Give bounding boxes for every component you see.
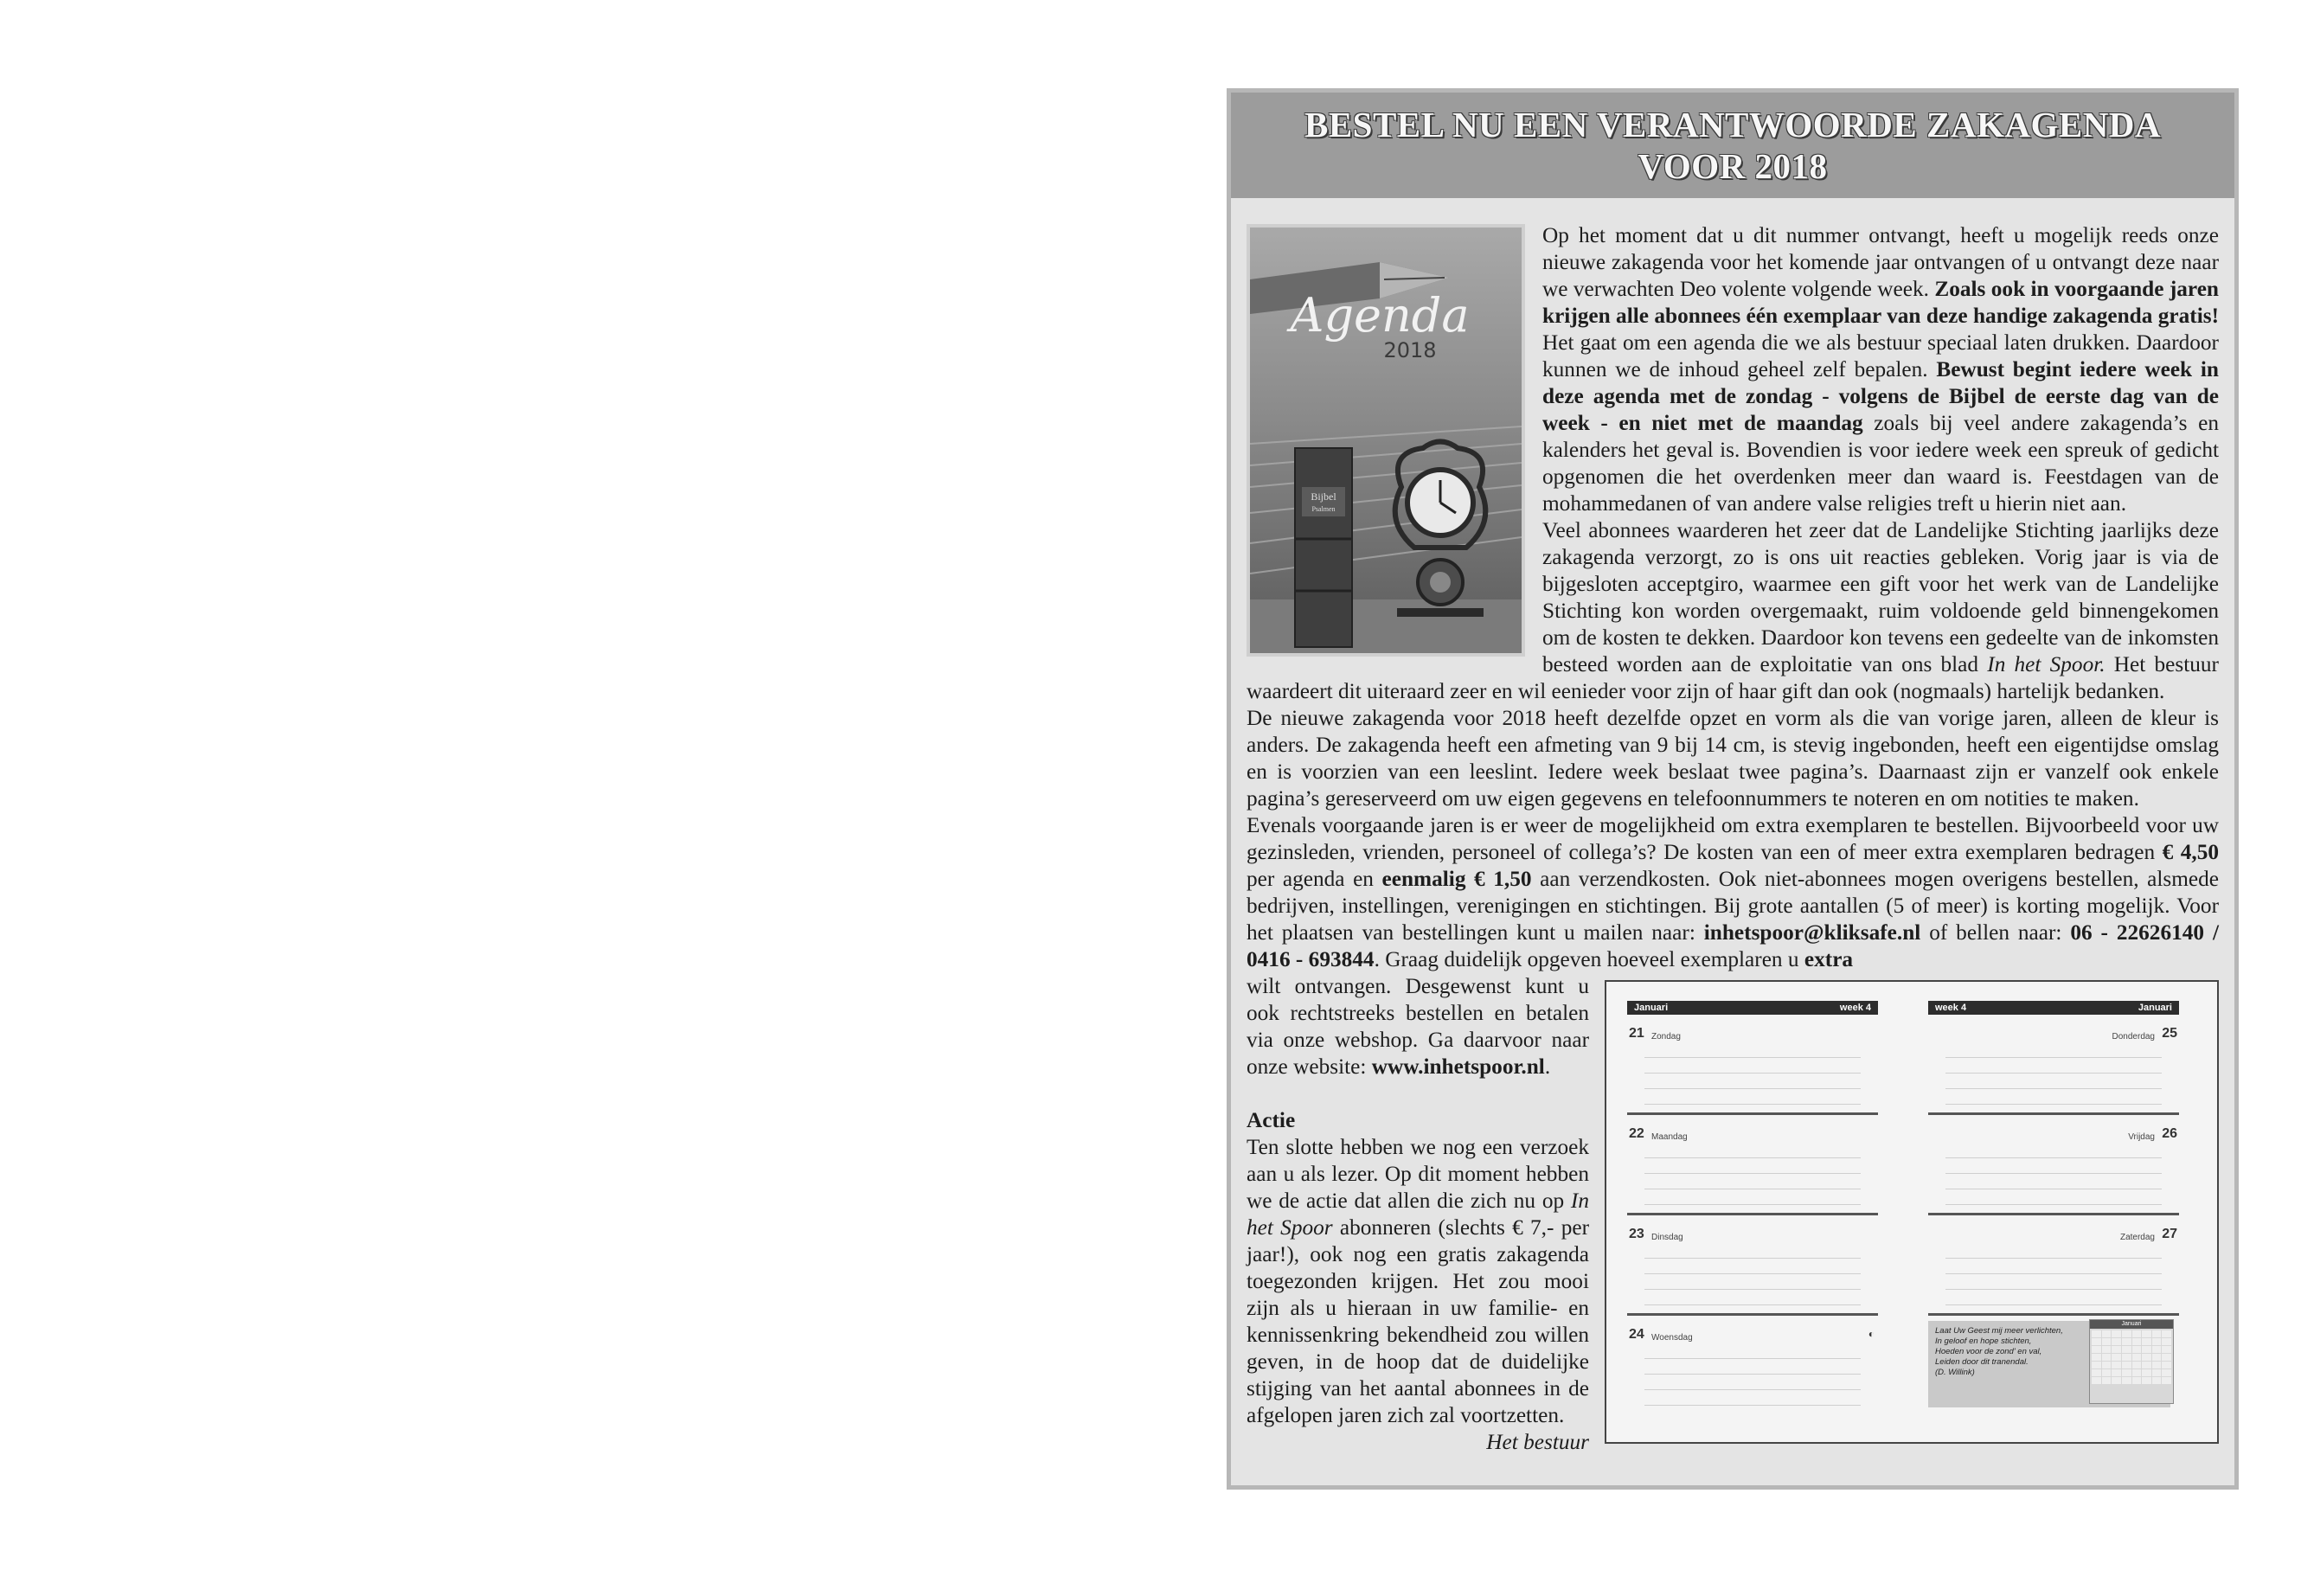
planner-right-header: week 4 Januari — [1928, 1001, 2179, 1015]
headline-line-2: VOOR 2018 — [1638, 146, 1828, 186]
cover-illustration — [1250, 228, 1522, 653]
planner-day-name: Zaterdag — [2119, 1233, 2155, 1242]
planner-day-name: Vrijdag — [2128, 1132, 2155, 1142]
planner-day-number: 27 — [2162, 1227, 2177, 1241]
planner-quote: Laat Uw Geest mij meer verlichten, In geloof en hope stichten, Hoeden voor de zond' en val, Leiden door dit tranendal. (D. Willink) — [1928, 1321, 2170, 1407]
website-link[interactable]: www.inhetspoor.nl — [1371, 1054, 1545, 1079]
planner-day — [1627, 1015, 1878, 1112]
cover-year: 2018 — [1383, 338, 1437, 362]
planner-day-number: 23 — [1629, 1227, 1644, 1241]
order-phone: 06 - 22626140 / 0416 - 693844 — [1247, 920, 2219, 971]
planner-day-name: Zondag — [1651, 1032, 1681, 1042]
planner-right-page — [1928, 1001, 2179, 1413]
planner-day-number: 25 — [2162, 1026, 2177, 1041]
planner-left-page — [1627, 1001, 1878, 1413]
planner-day-name: Maandag — [1651, 1132, 1688, 1142]
planner-left-header: Januari week 4 — [1627, 1001, 1878, 1015]
article-header — [1231, 93, 2234, 198]
planner-quote-block — [1928, 1313, 2179, 1413]
agenda-page-preview — [1605, 980, 2219, 1444]
paragraph-intro: Op het moment dat u dit nummer ontvangt, heeft u mogelijk reeds onze nieuwe zakagenda voor het komende jaar ontvangen of u ontvangt deze naar we verwachten Deo volente volgende week. Zoals ook in voorgaande jaren krijgen alle abonnees één exemplaar van deze handige zakagenda gratis! Het gaat om een agenda die we als bestuur speciaal laten drukken. Daardoor kunnen we de inhoud geheel zelf bepalen. Bewust begint iedere week in deze agenda met de zondag - volgens de Bijbel de eerste dag van de week - en niet met de maandag zoals bij veel andere zakagenda’s en kalenders het geval is. Bovendien is voor iedere week een spreuk of gedicht opgenomen die het overdenken meer dan waard is. Feestdagen van de mohammedanen of van andere valse religies treft u hierin niet aan. — [1542, 223, 2219, 516]
bible-book — [1295, 448, 1352, 647]
planner-day-number: 22 — [1629, 1126, 1644, 1141]
planner-day-name: Donderdag — [2112, 1032, 2155, 1042]
planner-day-number: 26 — [2162, 1126, 2177, 1141]
paragraph-webshop: wilt ontvangen. Desgewenst kunt u ook rechtstreeks bestellen en betalen via onze webshop. Ga daarvoor naar onze website: www.inhetspoor.nl. — [1247, 974, 1589, 1079]
cover-title: Agenda — [1290, 288, 1470, 343]
book-title: Bijbel — [1311, 490, 1336, 503]
order-email: inhetspoor@kliksafe.nl — [1703, 920, 1921, 945]
paragraph-ordering: Evenals voorgaande jaren is er weer de mogelijkheid om extra exemplaren te bestellen. Bijvoorbeeld voor uw gezinsleden, vrienden, personeel of collega’s? De kosten van een of meer extra exemplaren bedragen € 4,50 per agenda en eenmalig € 1,50 aan verzendkosten. Ook niet-abonnees mogen overigens bestellen, alsmede bedrijven, instellingen, verenigingen en stichtingen. Bij grote aantallen (5 of meer) is korting mogelijk. Voor het plaatsen van bestellingen kunt u mailen naar: inhetspoor@kliksafe.nl of bellen naar: 06 - 22626140 / 0416 - 693844. Graag duidelijk opgeven hoeveel exemplaren u extra — [1247, 813, 2220, 971]
actie-heading: Actie — [1247, 1108, 1296, 1132]
planner-day — [1627, 1213, 1878, 1313]
planner-day — [1627, 1112, 1878, 1213]
planner-day-name: Dinsdag — [1651, 1233, 1683, 1242]
planner-day — [1928, 1112, 2179, 1213]
book-subtitle: Psalmen — [1311, 505, 1336, 513]
signature: Het bestuur — [1486, 1430, 1589, 1454]
planner-day-number: 24 — [1629, 1327, 1644, 1342]
planner-day — [1928, 1213, 2179, 1313]
paragraph-description: De nieuwe zakagenda voor 2018 heeft dezelfde opzet en vorm als die van vorige jaren, alleen de kleur is anders. De zakagenda heeft een afmeting van 9 bij 14 cm, is stevig ingebonden, heeft een eigentijdse omslag en is voorzien van een leeslint. Iedere week beslaat twee pagina’s. Daarnaast zijn er vanzelf ook enkele pagina’s gereserveerd om uw eigen gegevens en telefoonnummers te noteren en om notities te maken. — [1247, 706, 2219, 811]
mini-calendar: Januari — [2089, 1319, 2174, 1404]
planner-day — [1627, 1313, 1878, 1413]
paragraph-actie: Ten slotte hebben we nog een verzoek aan u als lezer. Op dit moment hebben we de actie dat allen die zich nu op In het Spoor abonneren (slechts € 7,- per jaar!), ook nog een gratis zakagenda toegezonden krijgen. Het zou mooi zijn als u hieraan in uw familie- en kennissenkring bekendheid zou willen geven, in de hoop dat de duidelijke stijging van het aantal abonnees in de afgelopen jaren zich zal voortzetten. — [1247, 1135, 1589, 1427]
paragraph-appreciation: Veel abonnees waarderen het zeer dat de Landelijke Stichting jaarlijks deze zakagenda verzorgt, zo is ons uit reacties gebleken. Vorig jaar is via de bijgesloten acceptgiro, waarmee een gift voor het werk van de Landelijke Stichting kon worden overgemaakt, ruim voldoende geld binnengekomen om de kosten te dekken. Daardoor kon tevens een gedeelte van de inkomsten besteed worden aan de exploitatie van ons blad In het Spoor. Het bestuur waardeert dit uiteraard zeer en wil eenieder voor zijn of haar gift dan ook (nogmaals) hartelijk bedanken. — [1247, 518, 2219, 703]
planner-day-number: 21 — [1629, 1026, 1644, 1041]
article-body — [1231, 198, 2234, 1456]
headline-line-1: BESTEL NU EEN VERANTWOORDE ZAKAGENDA — [1304, 105, 2162, 144]
moon-phase-icon: ◐ — [1868, 1328, 1875, 1340]
agenda-cover-image — [1247, 224, 1525, 657]
planner-day-name: Woensdag — [1651, 1333, 1693, 1343]
article-panel — [1227, 88, 2239, 1490]
planner-day — [1928, 1015, 2179, 1112]
